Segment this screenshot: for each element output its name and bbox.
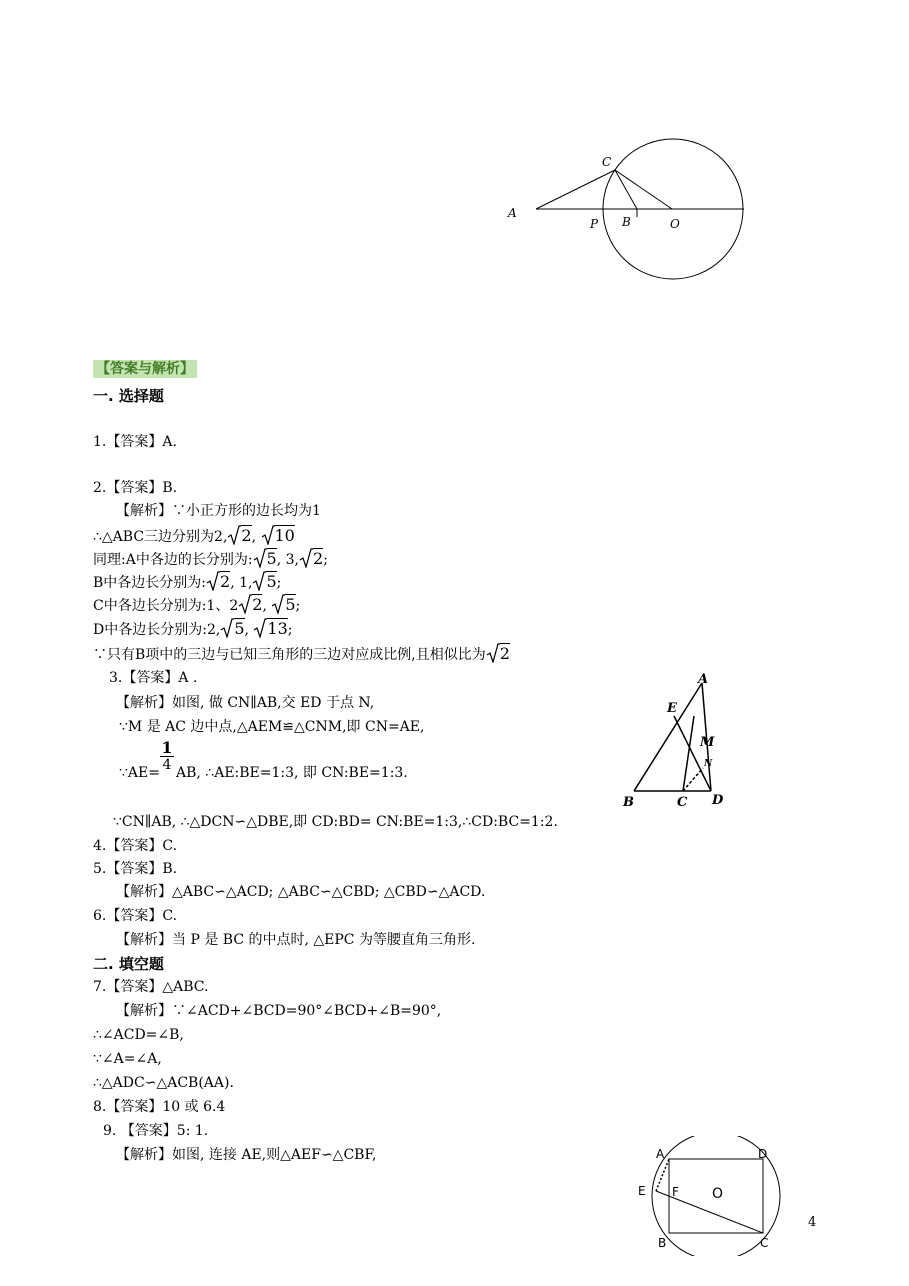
q9-answer: 9. 【答案】5: 1. <box>103 1123 209 1139</box>
q2-line1-r2: 10 <box>274 526 295 545</box>
q6-jiexi: 【解析】当 P 是 BC 的中点时, △EPC 为等腰直角三角形. <box>116 932 476 948</box>
q2-line4-r1: 2 <box>252 595 263 614</box>
label-n: N <box>704 759 713 769</box>
sqrt-icon <box>299 548 313 568</box>
q2-line5-text: D中各边长分别为:2, <box>93 622 221 638</box>
q3-line2: ∵M 是 AC 边中点,△AEM≌△CNM,即 CN=AE, <box>119 719 425 735</box>
sqrt-icon <box>271 594 285 614</box>
q3-frac-num: 1 <box>161 738 173 757</box>
q2-line6 <box>93 643 510 664</box>
sqrt-icon <box>253 618 267 638</box>
label-a: A <box>508 206 517 220</box>
q2-line3: B中各边长分别为: 2, 1, 5; <box>93 572 282 591</box>
label-b: B <box>622 215 631 229</box>
label-f: F <box>672 1185 679 1199</box>
q2-line4-text: C中各边长分别为:1、2 <box>93 598 239 614</box>
figure-circle-tangent <box>500 130 760 280</box>
figure-square-circle <box>632 1136 782 1256</box>
q3-line1: 【解析】如图, 做 CN∥AB,交 ED 于点 N, <box>116 695 375 711</box>
q2-line6-r: 2 <box>499 644 510 663</box>
sqrt-icon <box>238 594 252 614</box>
sqrt-icon <box>253 548 267 568</box>
q2-line2: 同理:A中各边的长分别为: 5, 3, 2; <box>93 549 328 568</box>
label-d: D <box>758 1147 768 1161</box>
q2-line6-text: ∵只有B项中的三边与已知三角形的三边对应成比例,且相似比为 <box>93 647 486 663</box>
q2-line1: ∴△ABC三边分别为2, 2, 10 <box>93 526 295 545</box>
q2-line2-text: 同理:A中各边的长分别为: <box>93 552 253 568</box>
label-a: A <box>698 672 709 687</box>
q2-line1-text: ∴△ABC三边分别为2, <box>93 529 228 545</box>
q2-jiexi: 【解析】∵小正方形的边长均为1 <box>116 503 321 519</box>
q7-line3: ∵∠A=∠A, <box>93 1051 162 1067</box>
label-d: D <box>712 793 724 808</box>
q7-line2: ∴∠ACD=∠B, <box>93 1027 184 1043</box>
q3-fraction <box>160 740 174 773</box>
label-e: E <box>667 701 677 716</box>
q4-answer: 4.【答案】C. <box>93 838 178 854</box>
q5-jiexi: 【解析】△ABC∽△ACD; △ABC∽△CBD; △CBD∽△ACD. <box>116 884 486 900</box>
q2-line5-r2: 13 <box>267 619 288 638</box>
sqrt-icon <box>261 525 275 545</box>
q3-frac-den: 4 <box>162 757 172 773</box>
q3-answer: 3.【答案】A . <box>109 670 198 686</box>
q3-line4: ∵CN∥AB, ∴△DCN∽△DBE,即 CD:BD= CN:BE=1:3,∴CD:BC=1:2. <box>113 814 558 830</box>
q7-jiexi: 【解析】∵∠ACD+∠BCD=90°∠BCD+∠B=90°, <box>116 1003 442 1019</box>
q2-line1-r1: 2 <box>241 526 252 545</box>
label-m: M <box>700 735 715 750</box>
q2-line2-mid: 3, <box>285 552 299 568</box>
q2-line4-r2: 5 <box>285 595 296 614</box>
label-b: B <box>623 795 634 810</box>
q2-line3-r1: 2 <box>220 572 231 591</box>
q3-line3b: AB, ∴AE:BE=1:3, 即 CN:BE=1:3. <box>176 765 408 781</box>
q2-answer: 2.【答案】B. <box>93 480 178 496</box>
sqrt-icon <box>227 525 241 545</box>
q2-line4: C中各边长分别为:1、2 2, 5; <box>93 595 301 614</box>
sqrt-icon <box>220 618 234 638</box>
part1-heading: 一. 选择题 <box>93 387 164 405</box>
q5-answer: 5.【答案】B. <box>93 861 178 877</box>
label-p: P <box>590 217 599 231</box>
q6-answer: 6.【答案】C. <box>93 908 178 924</box>
q2-line3-mid: 1, <box>239 575 253 591</box>
label-c: C <box>602 155 612 169</box>
answer-section-header: 【答案与解析】 <box>93 360 197 378</box>
part2-heading: 二. 填空题 <box>93 955 164 973</box>
q1-answer: 1.【答案】A. <box>93 434 177 450</box>
q2-line2-r2: 2 <box>313 549 324 568</box>
label-a: A <box>656 1147 665 1161</box>
sqrt-icon <box>206 571 220 591</box>
label-o: O <box>712 1186 724 1202</box>
q2-line5: D中各边长分别为:2, 5, 13; <box>93 619 293 638</box>
sqrt-icon <box>486 643 500 663</box>
q2-line3-r2: 5 <box>266 572 277 591</box>
label-o: O <box>670 217 680 231</box>
page-number: 4 <box>808 1215 817 1230</box>
q2-line2-r1: 5 <box>266 549 277 568</box>
q9-jiexi: 【解析】如图, 连接 AE,则△AEF∽△CBF, <box>116 1147 377 1163</box>
sqrt-icon <box>252 571 266 591</box>
figure-triangle <box>618 668 738 813</box>
label-c: C <box>677 795 688 810</box>
label-b: B <box>658 1236 667 1250</box>
q7-line4: ∴△ADC∽△ACB(AA). <box>93 1075 234 1091</box>
q2-line3-text: B中各边长分别为: <box>93 575 207 591</box>
q3-line3a: ∵AE= <box>119 765 160 781</box>
q7-answer: 7.【答案】△ABC. <box>93 979 209 995</box>
q2-line5-r1: 5 <box>234 619 245 638</box>
label-c: C <box>760 1236 769 1250</box>
q8-answer: 8.【答案】10 或 6.4 <box>93 1099 226 1115</box>
label-e: E <box>638 1184 646 1198</box>
